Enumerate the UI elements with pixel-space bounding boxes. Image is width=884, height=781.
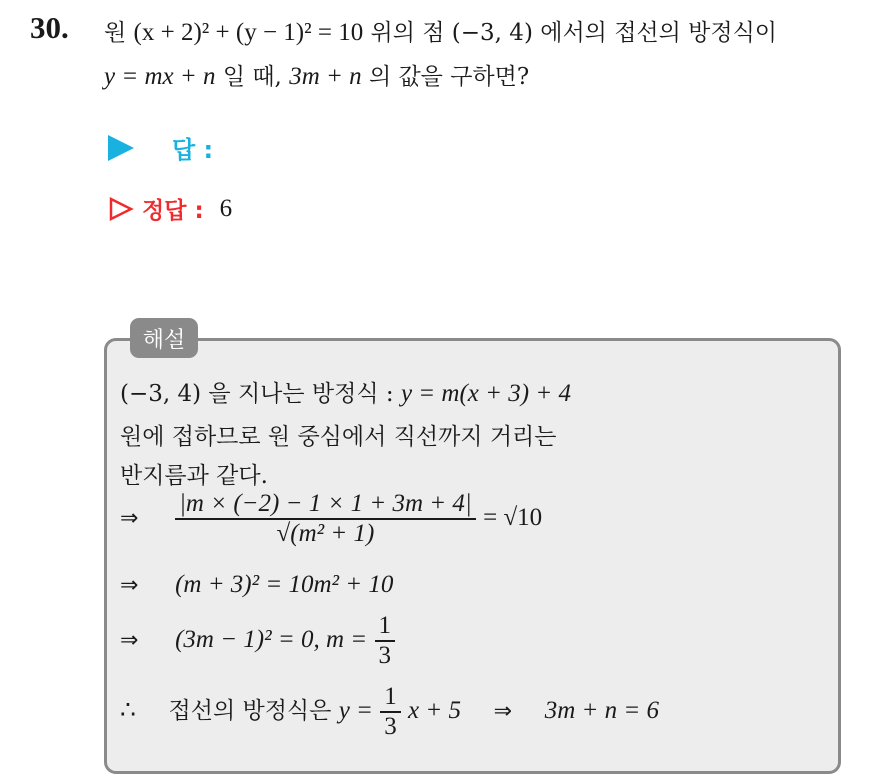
circle-equation: (x + 2)² + (y − 1)² = 10 xyxy=(133,19,364,46)
outline-triangle-icon xyxy=(108,196,134,222)
slope-numerator: 1 xyxy=(384,683,397,710)
distance-fraction xyxy=(175,490,476,548)
correct-answer-value: 6 xyxy=(219,194,233,222)
solution-line-2: 원에 접하므로 원 중심에서 직선까지 거리는 xyxy=(120,424,557,450)
answer-label: 답 : xyxy=(172,136,214,164)
question-post: 의 값을 구하면? xyxy=(368,64,530,90)
final-eq-lhs: y = xyxy=(338,697,373,724)
final-text: 접선의 방정식은 xyxy=(168,698,332,724)
question-mid: 위의 점 (−3, 4) 에서의 접선의 방정식이 xyxy=(370,20,778,46)
solution-step-1 xyxy=(120,490,542,548)
solution-line-1-text: (−3, 4) 을 지나는 방정식 : xyxy=(120,381,394,407)
solution-tag: 해설 xyxy=(130,318,198,358)
tangent-equation: y = mx + n xyxy=(104,63,216,90)
question-pre: 원 xyxy=(104,20,127,46)
solution-step-2 xyxy=(120,571,393,599)
correct-answer-label: 정답 : xyxy=(142,198,204,224)
m-fraction xyxy=(375,612,396,670)
question-mid-2: 일 때, xyxy=(222,64,282,90)
slope-denominator: 3 xyxy=(384,713,397,740)
slope-fraction xyxy=(380,683,401,741)
target-expression: 3m + n xyxy=(289,63,362,90)
m-denominator: 3 xyxy=(378,642,391,669)
play-triangle-icon xyxy=(108,135,134,161)
distance-denominator: √(m² + 1) xyxy=(276,520,375,547)
answer-row xyxy=(108,130,213,165)
solution-step-3 xyxy=(120,612,395,670)
implies-arrow: ⇒ xyxy=(120,628,139,653)
therefore-symbol: ∴ xyxy=(120,697,136,724)
implies-arrow: ⇒ xyxy=(493,699,513,724)
implies-arrow: ⇒ xyxy=(120,573,139,598)
step-2-eq: (m + 3)² = 10m² + 10 xyxy=(175,571,394,598)
implies-arrow: ⇒ xyxy=(120,506,139,531)
step-3-lhs: (3m − 1)² = 0, m = xyxy=(175,626,368,653)
final-result: 3m + n = 6 xyxy=(544,697,659,724)
solution-line-3: 반지름과 같다. xyxy=(120,463,268,489)
question-line-1 xyxy=(104,14,777,47)
correct-answer-row xyxy=(108,192,232,225)
solution-line-1-eq: y = m(x + 3) + 4 xyxy=(400,380,571,407)
solution-final xyxy=(120,683,659,741)
question-number: 30. xyxy=(30,10,69,45)
m-numerator: 1 xyxy=(378,612,391,639)
solution-line-1 xyxy=(120,375,571,408)
question-line-2 xyxy=(104,58,529,91)
final-eq-rhs: x + 5 xyxy=(408,697,461,724)
distance-rhs: = √10 xyxy=(483,504,543,531)
distance-numerator: |m × (−2) − 1 × 1 + 3m + 4| xyxy=(179,490,472,517)
